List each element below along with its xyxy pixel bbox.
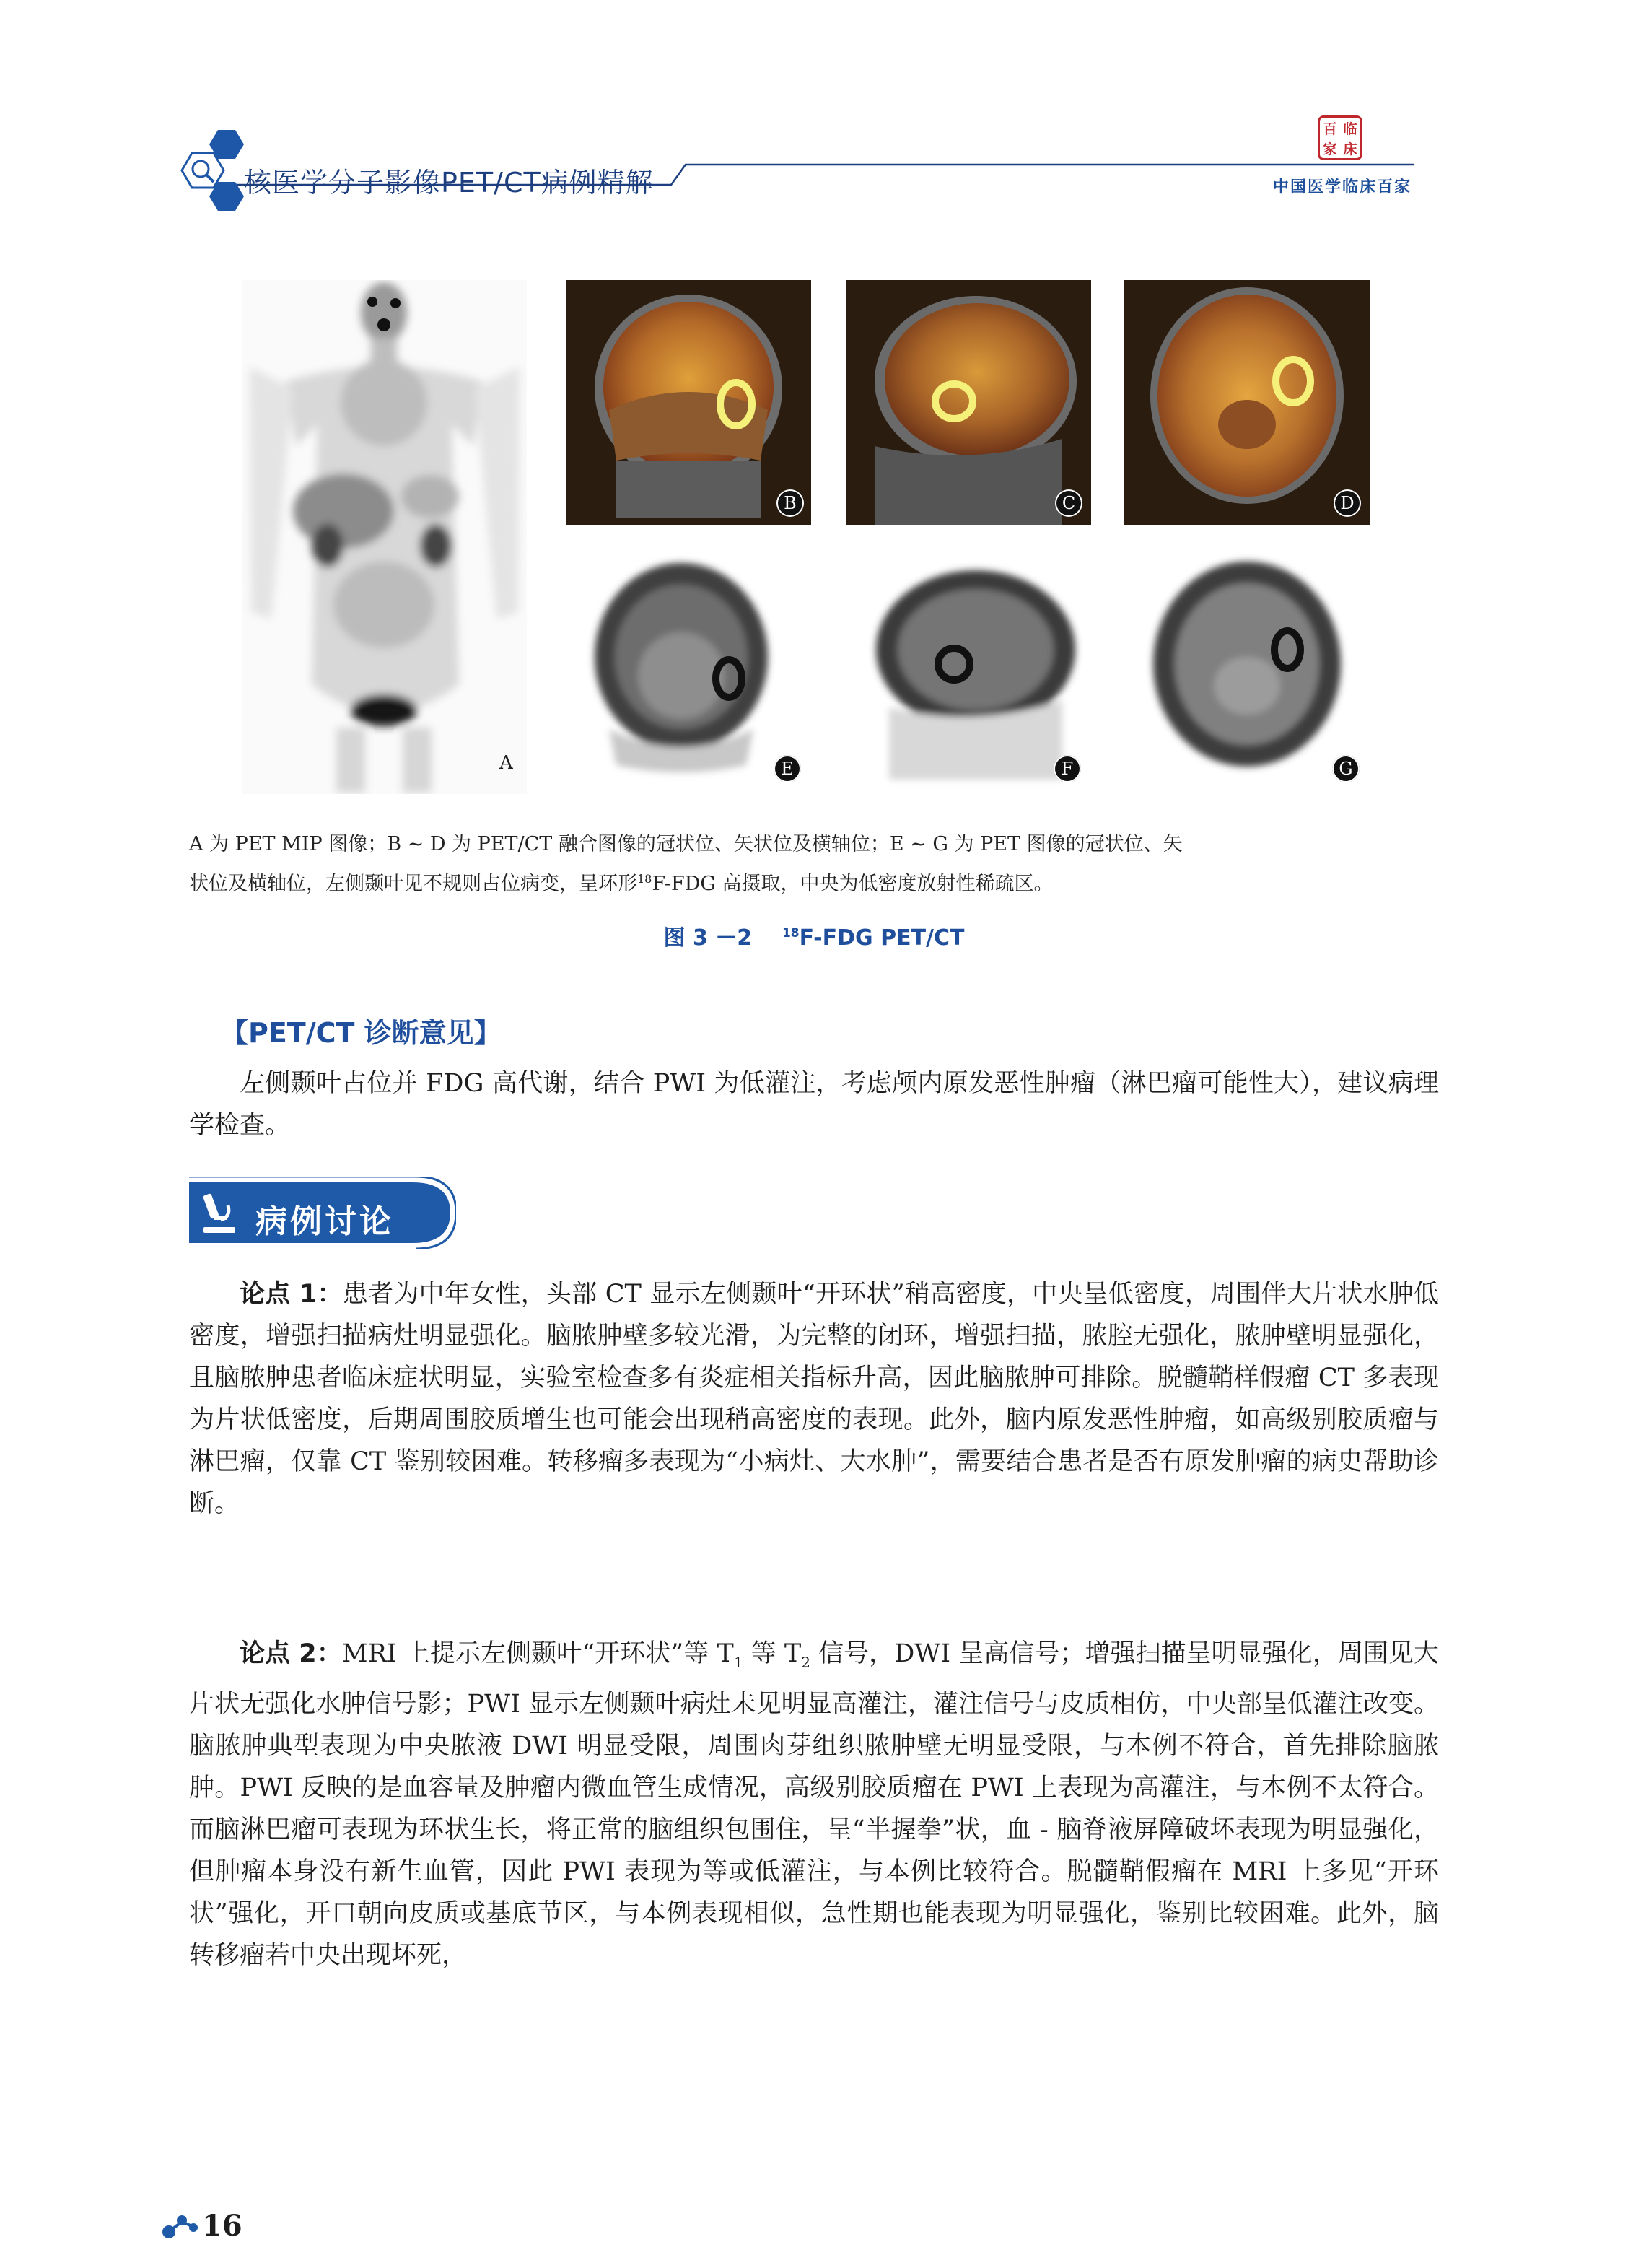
panel-label-g: G (1332, 755, 1360, 782)
diagnosis-heading: 【PET/CT 诊断意见】 (221, 1017, 502, 1049)
panel-a-pet-mip-image (242, 280, 527, 794)
caption-line-1: A 为 PET MIP 图像；B ~ D 为 PET/CT 融合图像的冠状位、矢状位及横轴位；E ~ G 为 PET 图像的冠状位、矢 (189, 833, 1183, 855)
publisher-seal-logo: 百 临 家 床 (1318, 115, 1362, 160)
point-1-label: 论点 1： (240, 1280, 343, 1309)
panel-label-b: B (776, 489, 804, 517)
panel-f-pet-sagittal-image (846, 549, 1091, 794)
discussion-point-1: 论点 1：患者为中年女性，头部 CT 显示左侧颞叶“开环状”稍高密度，中央呈低密度，周围伴大片状水肿低密度，增强扫描病灶明显强化。脑脓肿壁多较光滑，为完整的闭环，增强扫描，脓腔无强化，脓肿壁明显强化，且脑脓肿患者临床症状明显，实验室检查多有炎症相关指标升高，因此脑脓肿可排除。脱髓鞘样假瘤 CT 多表现为片状低密度，后期周围胶质增生也可能会出现稍高密度的表现。此外，脑内原发恶性肿瘤，如高级别胶质瘤与淋巴瘤，仅靠 CT 鉴别较困难。转移瘤多表现为“小病灶、大水肿”，需要结合患者是否有原发肿瘤的病史帮助诊断。 (189, 1280, 1439, 1518)
page-number: 16 (202, 2209, 242, 2243)
panel-b-petct-coronal-image (566, 280, 811, 525)
panel-label-d: D (1334, 489, 1361, 517)
molecule-icon (160, 2209, 199, 2241)
book-title: 核医学分子影像PET/CT病例精解 (244, 167, 654, 199)
panel-c-petct-sagittal-image (846, 280, 1091, 525)
panel-e-pet-coronal-image (566, 549, 811, 794)
panel-g-pet-axial-image (1124, 549, 1370, 794)
panel-d-petct-axial-image (1124, 280, 1370, 525)
panel-label-f: F (1054, 755, 1081, 782)
point-2-label: 论点 2： (240, 1639, 342, 1668)
panel-label-a: A (499, 752, 513, 774)
section-title: 病例讨论 (255, 1203, 394, 1240)
caption-line-2: 状位及横轴位，左侧颞叶见不规则占位病变，呈环形$^{18}$F-FDG 高摄取，中央为低密度放射性稀疏区。 (189, 872, 1054, 895)
diagnosis-paragraph: 左侧颞叶占位并 FDG 高代谢，结合 PWI 为低灌注，考虑颅内原发恶性肿瘤（淋巴瘤可能性大），建议病理学检查。 (189, 1069, 1439, 1140)
series-name: 中国医学临床百家 (1272, 178, 1412, 196)
figure-title: 图 3 －2 $^{18}$F-FDG PET/CT (663, 925, 965, 951)
figure-caption (189, 827, 1445, 902)
panel-label-e: E (774, 755, 801, 782)
discussion-point-2: 论点 2：MRI 上提示左侧颞叶“开环状”等 $T_1$ 等 $T_2$ 信号，DWI 呈高信号；增强扫描呈明显强化，周围见大片状无强化水肿信号影；PWI 显示左侧颞叶病灶未见明显高灌注，灌注信号与皮质相仿，中央部呈低灌注改变。脑脓肿典型表现为中央脓液 DWI 明显受限，周围肉芽组织脓肿壁无明显受限，与本例不符合，首先排除脑脓肿。PWI 反映的是血容量及肿瘤内微血管生成情况，高级别胶质瘤在 PWI 上表现为高灌注，与本例不太符合。而脑淋巴瘤可表现为环状生长，将正常的脑组织包围住，呈“半握拳”状，血 - 脑脊液屏障破坏表现为明显强化，但肿瘤本身没有新生血管，因此 PWI 表现为等或低灌注，与本例比较符合。脱髓鞘假瘤在 MRI 上多见“开环状”强化，开口朝向皮质或基底节区，与本例表现相似，急性期也能表现为明显强化，鉴别比较困难。此外，脑转移瘤若中央出现坏死， (189, 1639, 1439, 1970)
panel-label-c: C (1055, 489, 1082, 517)
